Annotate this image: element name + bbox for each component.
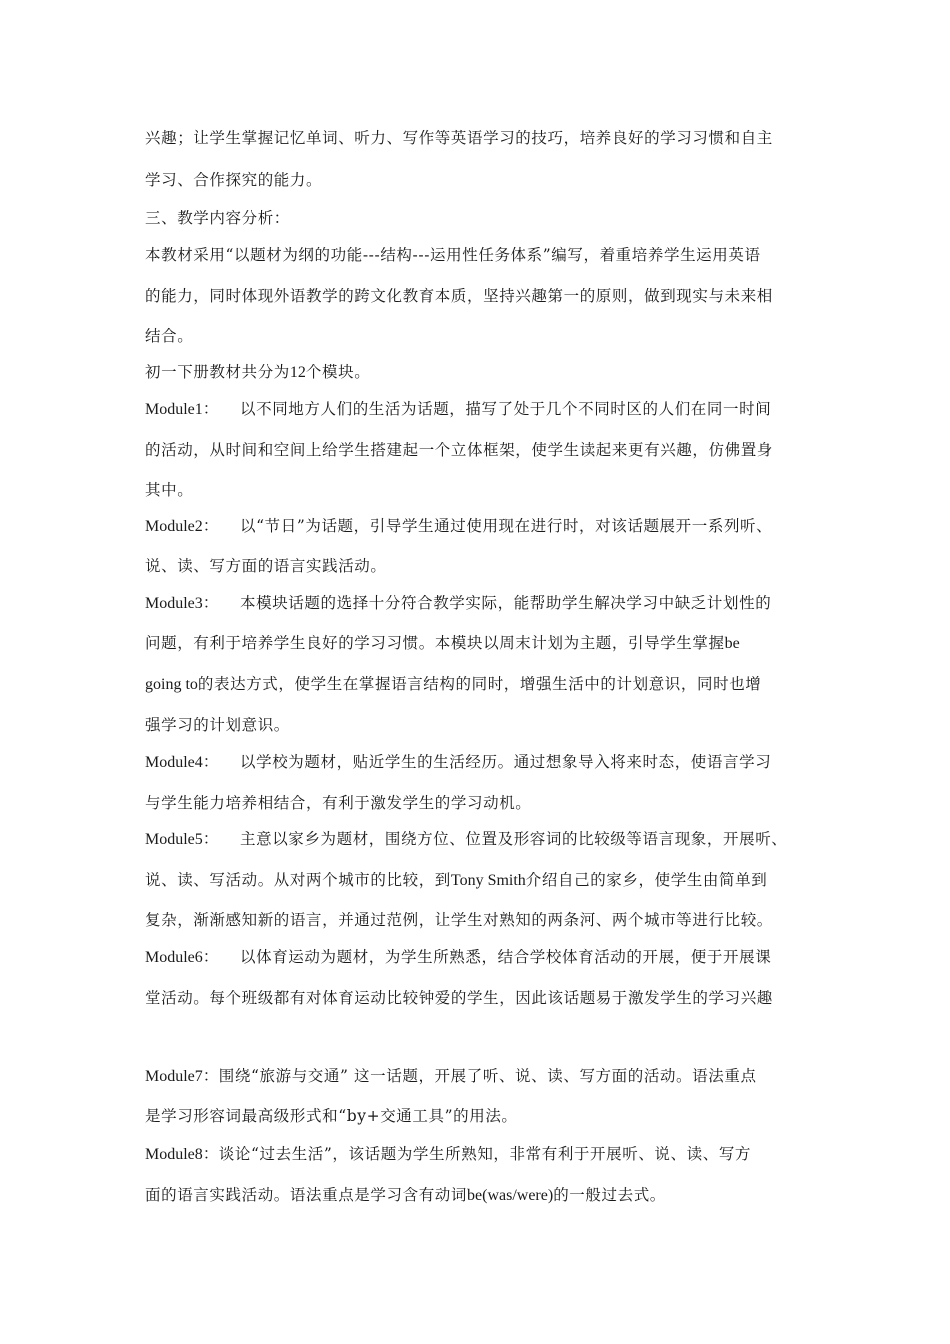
module-count-text-a: 初一下册教材共分为 bbox=[145, 363, 290, 381]
module-7-line-1 bbox=[145, 1066, 825, 1087]
module-8-text-2c: 的一般过去式。 bbox=[553, 1186, 666, 1204]
module-3-text-3a: going to bbox=[145, 676, 198, 693]
module-6-text: 以体育运动为题材，为学生所熟悉，结合学校体育活动的开展，便于开展课 bbox=[240, 948, 772, 966]
module-2-label: Module2： bbox=[145, 518, 219, 535]
module-5-text: 主意以家乡为题材，围绕方位、位置及形容词的比较级等语言现象，开展听、 bbox=[240, 830, 788, 848]
module-6-label: Module6： bbox=[145, 949, 219, 966]
module-8-text: 谈论“过去生活”，该话题为学生所熟知，非常有利于开展听、说、读、写方 bbox=[218, 1145, 752, 1163]
module-3-line-3 bbox=[145, 674, 825, 695]
module-3-line-4: 强学习的计划意识。 bbox=[145, 716, 290, 734]
module-8-line-2 bbox=[145, 1185, 825, 1206]
module-4-line-1 bbox=[145, 752, 825, 773]
module-2-line-1 bbox=[145, 516, 825, 537]
module-1-line-2: 的活动，从时间和空间上给学生搭建起一个立体框架，使学生读起来更有兴趣，仿佛置身 bbox=[145, 441, 773, 459]
module-2-line-2: 说、读、写方面的语言实践活动。 bbox=[145, 557, 387, 575]
module-8-line-1 bbox=[145, 1144, 825, 1165]
module-5-text-2c: 介绍自己的家乡，使学生由简单到 bbox=[525, 871, 768, 889]
module-3-line-2 bbox=[145, 633, 825, 654]
section-heading: 三、教学内容分析： bbox=[145, 209, 290, 227]
module-3-text-3b: 的表达方式，使学生在掌握语言结构的同时，增强生活中的计划意识，同时也增 bbox=[197, 675, 762, 693]
module-3-line-1 bbox=[145, 593, 825, 614]
module-3-text-2b: be bbox=[724, 635, 740, 652]
module-count-text-b: 个模块。 bbox=[305, 363, 371, 381]
paragraph-line: 的能力，同时体现外语教学的跨文化教育本质，坚持兴趣第一的原则，做到现实与未来相 bbox=[145, 287, 773, 305]
module-8-text-2a: 面的语言实践活动。语法重点是学习含有动词 bbox=[145, 1186, 468, 1204]
module-5-label: Module5： bbox=[145, 831, 219, 848]
module-6-line-2: 堂活动。每个班级都有对体育运动比较钟爱的学生，因此该话题易于激发学生的学习兴趣 bbox=[145, 989, 773, 1007]
module-4-line-2: 与学生能力培养相结合，有利于激发学生的学习动机。 bbox=[145, 794, 532, 812]
module-1-text: 以不同地方人们的生活为话题，描写了处于几个不同时区的人们在同一时间 bbox=[240, 400, 772, 418]
module-5-line-1 bbox=[145, 829, 825, 850]
module-3-text-2a: 问题，有利于培养学生良好的学习习惯。本模块以周末计划为主题，引导学生掌握 bbox=[145, 634, 725, 652]
module-4-text: 以学校为题材，贴近学生的生活经历。通过想象导入将来时态，使语言学习 bbox=[240, 753, 772, 771]
module-2-text: 以“节日”为话题，引导学生通过使用现在进行时，对该话题展开一系列听、 bbox=[240, 517, 773, 535]
module-3-label: Module3： bbox=[145, 595, 219, 612]
module-6-line-1 bbox=[145, 947, 825, 968]
module-7-label: Module7： bbox=[145, 1068, 219, 1085]
module-7-line-2: 是学习形容词最高级形式和“by+交通工具”的用法。 bbox=[145, 1107, 518, 1125]
intro-line-1: 兴趣；让学生掌握记忆单词、听力、写作等英语学习的技巧，培养良好的学习习惯和自主 bbox=[145, 129, 773, 147]
module-5-line-3: 复杂，渐渐感知新的语言，并通过范例，让学生对熟知的两条河、两个城市等进行比较。 bbox=[145, 911, 773, 929]
module-5-text-2a: 说、读、写活动。从对两个城市的比较，到 bbox=[145, 871, 451, 889]
module-8-label: Module8： bbox=[145, 1146, 219, 1163]
module-5-line-2 bbox=[145, 870, 825, 891]
module-count-line bbox=[145, 362, 825, 383]
module-7-text: 围绕“旅游与交通” 这一话题，开展了听、说、读、写方面的活动。语法重点 bbox=[218, 1067, 757, 1085]
intro-line-2: 学习、合作探究的能力。 bbox=[145, 171, 323, 189]
module-1-line-3: 其中。 bbox=[145, 481, 194, 499]
module-1-label: Module1： bbox=[145, 401, 219, 418]
module-1-line-1 bbox=[145, 399, 825, 420]
module-3-text: 本模块话题的选择十分符合教学实际，能帮助学生解决学习中缺乏计划性的 bbox=[240, 594, 772, 612]
paragraph-line: 结合。 bbox=[145, 327, 194, 345]
module-8-text-2b: be(was/were) bbox=[467, 1187, 554, 1204]
paragraph-line: 本教材采用“以题材为纲的功能---结构---运用性任务体系”编写，着重培养学生运用英语 bbox=[145, 246, 761, 264]
module-4-label: Module4： bbox=[145, 754, 219, 771]
module-count-number: 12 bbox=[289, 364, 306, 381]
module-5-text-2b: Tony Smith bbox=[450, 872, 526, 889]
